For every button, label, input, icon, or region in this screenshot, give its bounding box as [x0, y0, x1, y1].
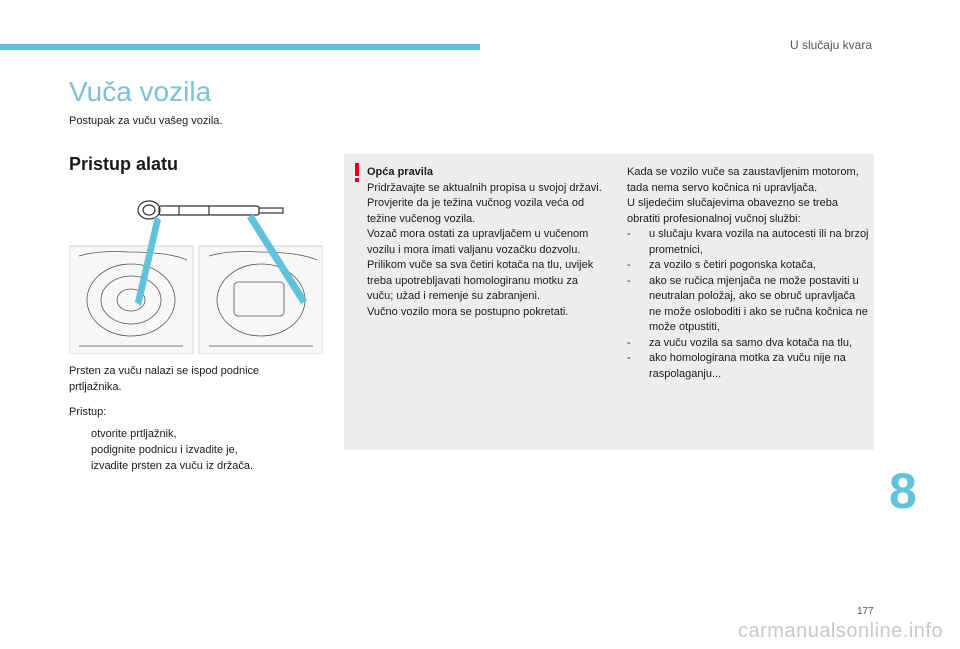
list-item: - ako se ručica mjenjača ne može postaviti u neutralan položaj, ako se obruč upravljača ne može osloboditi i ako se ručna kočnica ne može otpustiti,	[627, 274, 869, 336]
cases-list	[627, 227, 869, 382]
list-item: otvorite prtljažnik,	[69, 426, 253, 442]
watermark-text: carmanualsonline.info	[738, 620, 944, 642]
step-marker	[69, 458, 91, 474]
list-item: - za vuču vozila sa samo dva kotača na tlu,	[627, 336, 869, 352]
towing-eye-tool	[138, 201, 283, 219]
page-number: 177	[857, 606, 874, 617]
intro-text: Postupak za vuču vašeg vozila.	[69, 115, 223, 127]
trunk-left-image	[69, 246, 193, 354]
list-item: - u slučaju kvara vozila na autocesti ili na brzoj prometnici,	[627, 227, 869, 258]
page-title: Vuča vozila	[69, 76, 212, 107]
list-item: izvadite prsten za vuču iz držača.	[69, 458, 253, 474]
list-item: - ako homologirana motka za vuču nije na raspolaganju...	[627, 351, 869, 382]
general-rules-title: Opća pravila	[367, 166, 434, 178]
step-marker	[69, 426, 91, 442]
section-title: U slučaju kvara	[789, 38, 872, 52]
warning-exclamation-icon	[352, 163, 362, 183]
general-rules-column	[367, 165, 607, 320]
towing-eye-illustration	[69, 196, 323, 354]
list-item: - za vozilo s četiri pogonska kotača,	[627, 258, 869, 274]
rule-paragraph: Vučno vozilo mora se postupno pokretati.	[367, 305, 569, 318]
rule-paragraph: Prilikom vuče sa sva četiri kotača na tlu, uvijek treba upotrebljavati homologiranu motku za vuču; užad i remenje su zabranjeni.	[367, 259, 594, 302]
professional-lead-text: U sljedećim slučajevima obavezno se treba obratiti profesionalnoj vučnoj službi:	[627, 197, 838, 225]
bullet-marker: -	[627, 352, 631, 364]
steps-list	[69, 426, 253, 474]
rule-paragraph: Vozač mora ostati za upravljačem u vučenom vozilu i mora imati valjanu vozačku dozvolu.	[367, 228, 589, 256]
bullet-marker: -	[627, 259, 631, 271]
rule-paragraph: Provjerite da je težina vučnog vozila veća od težine vučenog vozila.	[367, 197, 585, 225]
location-text: Prsten za vuču nalazi se ispod podnice prtljažnika.	[69, 365, 260, 393]
rule-paragraph: Pridržavajte se aktualnih propisa u svojoj državi.	[367, 181, 602, 194]
bullet-marker: -	[627, 336, 631, 349]
bullet-marker: -	[627, 274, 631, 287]
step-marker	[69, 442, 91, 458]
list-item: podignite podnicu i izvadite je,	[69, 442, 253, 458]
steps-label: Pristup:	[69, 406, 107, 418]
header-accent-bar	[0, 44, 480, 50]
bullet-marker: -	[627, 228, 631, 240]
professional-service-column	[627, 165, 869, 382]
access-heading: Pristup alatu	[69, 154, 179, 174]
engine-off-text: Kada se vozilo vuče sa zaustavljenim motorom, tada nema servo kočnica ni upravljača.	[627, 166, 859, 194]
chapter-number: 8	[889, 463, 917, 519]
